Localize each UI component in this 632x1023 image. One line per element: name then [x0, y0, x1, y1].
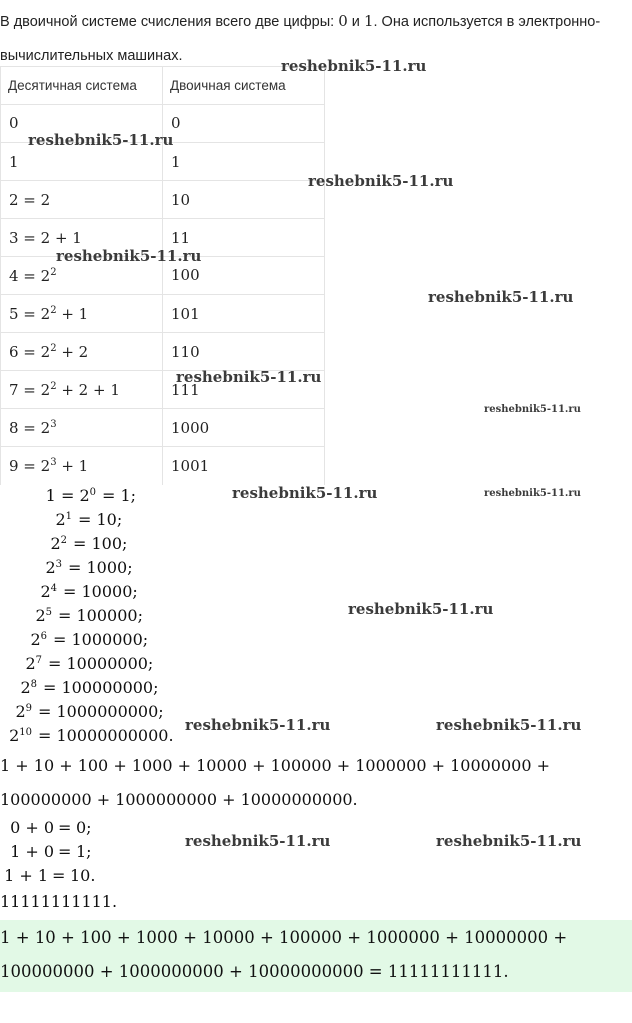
power-lhs: $2^3$ [45, 558, 62, 577]
table-header-row [1, 67, 325, 105]
watermark: reshebnik5-11.ru [484, 488, 581, 499]
intro-digit-1: 1 [363, 12, 374, 30]
header-binary: Двоичная система [163, 67, 325, 105]
answer-box [0, 920, 632, 992]
decimal-base: 6 = 2 [9, 342, 51, 361]
power-rhs: = 100000; [58, 606, 143, 625]
power-rhs: = 10000000; [48, 654, 154, 673]
power-rhs: = 1000; [68, 558, 133, 577]
addition-lhs: 0 + 0 [10, 818, 54, 837]
equals-sign: = [52, 866, 66, 885]
intro-text-1: В двоичной системе счисления всего две цифры: [0, 14, 339, 30]
powers-of-two-list [0, 484, 200, 748]
watermark: reshebnik5-11.ru [28, 131, 174, 149]
decimal-base: 4 = 2 [9, 266, 51, 285]
answer-line-2: 100000000 + 1000000000 + 10000000000 = 11111111111. [0, 962, 509, 981]
intro-digit-0: 0 [338, 12, 348, 30]
addition-rhs: 10. [70, 866, 96, 885]
table-row [1, 333, 325, 371]
binary-cell: 100 [163, 257, 325, 295]
power-row [0, 508, 200, 532]
binary-cell: 1 [163, 143, 325, 181]
addition-rhs: 1; [76, 842, 92, 861]
conversion-table [0, 66, 325, 485]
addition-row [0, 816, 120, 840]
power-lhs: $2^1$ [55, 510, 72, 529]
watermark: reshebnik5-11.ru [308, 172, 454, 190]
binary-cell: 101 [163, 295, 325, 333]
power-lhs: $2^5$ [35, 606, 52, 625]
decimal-base: 5 = 2 [9, 304, 51, 323]
power-row [0, 724, 200, 748]
binary-cell: 1000 [163, 409, 325, 447]
watermark: reshebnik5-11.ru [185, 716, 331, 734]
power-row [0, 628, 200, 652]
power-rhs: = 10000; [63, 582, 138, 601]
intro-text-2: . Она используется в электронно-вычислительных машинах. [0, 14, 601, 64]
addition-rhs: 0; [76, 818, 92, 837]
decimal-tail: + 1 [56, 304, 89, 323]
table-row [1, 181, 325, 219]
decimal-tail: + 2 + 1 [56, 380, 120, 399]
power-rhs: = 1000000000; [38, 702, 164, 721]
decimal-cell [1, 371, 163, 409]
power-lhs: $2^4$ [40, 582, 57, 601]
decimal-cell [1, 295, 163, 333]
watermark: reshebnik5-11.ru [176, 368, 322, 386]
power-rhs: = 1000000; [53, 630, 149, 649]
answer-line-1: 1 + 10 + 100 + 1000 + 10000 + 100000 + 1000000 + 10000000 + [0, 928, 568, 947]
addition-row [0, 864, 120, 888]
watermark: reshebnik5-11.ru [232, 484, 378, 502]
power-lhs: $2^9$ [15, 702, 32, 721]
watermark: reshebnik5-11.ru [348, 600, 494, 618]
decimal-exponent: 2 [50, 304, 57, 316]
table-row [1, 409, 325, 447]
decimal-cell [1, 333, 163, 371]
power-rhs: = 10; [78, 510, 123, 529]
power-rhs: = 100; [73, 534, 128, 553]
table-row [1, 295, 325, 333]
power-lhs: $2^8$ [20, 678, 37, 697]
binary-addition [0, 816, 120, 888]
power-row [0, 580, 200, 604]
watermark: reshebnik5-11.ru [56, 247, 202, 265]
addition-row [0, 840, 120, 864]
header-decimal: Десятичная система [1, 67, 163, 105]
sum-line-2: 100000000 + 1000000000 + 10000000000. [0, 790, 358, 809]
power-rhs: = 1; [102, 486, 137, 505]
decimal-cell: 1 [1, 143, 163, 181]
decimal-cell: 0 [1, 105, 163, 143]
power-lhs: $1 = 2^0$ [45, 486, 96, 505]
addition-lhs: 1 + 0 [10, 842, 54, 861]
watermark: reshebnik5-11.ru [484, 404, 581, 415]
power-row [0, 700, 200, 724]
watermark: reshebnik5-11.ru [436, 832, 582, 850]
binary-cell: 10 [163, 181, 325, 219]
decimal-cell [1, 409, 163, 447]
decimal-base: 8 = 2 [9, 418, 51, 437]
decimal-exponent: 3 [50, 418, 57, 430]
binary-cell: 11 [163, 219, 325, 257]
equals-sign: = [58, 842, 72, 861]
decimal-exponent: 2 [50, 342, 57, 354]
power-row [0, 604, 200, 628]
power-lhs: $2^{10}$ [9, 726, 32, 745]
result-number: 11111111111. [0, 892, 118, 911]
power-lhs: $2^7$ [25, 654, 42, 673]
decimal-exponent: 2 [50, 380, 57, 392]
power-row [0, 652, 200, 676]
watermark: reshebnik5-11.ru [428, 288, 574, 306]
decimal-base: 9 = 2 [9, 456, 51, 475]
decimal-cell [1, 447, 163, 485]
binary-cell: 1001 [163, 447, 325, 485]
binary-cell: 111 [163, 371, 325, 409]
power-row [0, 556, 200, 580]
equals-sign: = [58, 818, 72, 837]
table-row [1, 447, 325, 485]
binary-cell: 110 [163, 333, 325, 371]
decimal-exponent: 2 [50, 266, 57, 278]
watermark: reshebnik5-11.ru [281, 57, 427, 75]
decimal-tail: + 1 [56, 456, 89, 475]
watermark: reshebnik5-11.ru [185, 832, 331, 850]
decimal-base: 7 = 2 [9, 380, 51, 399]
power-rhs: = 100000000; [43, 678, 159, 697]
sum-line-1: 1 + 10 + 100 + 1000 + 10000 + 100000 + 1000000 + 10000000 + [0, 756, 551, 775]
power-rhs: = 10000000000. [38, 726, 174, 745]
power-row [0, 532, 200, 556]
addition-lhs: 1 + 1 [4, 866, 48, 885]
power-row [0, 676, 200, 700]
power-lhs: $2^2$ [50, 534, 67, 553]
decimal-cell: 3 = 2 + 1 [1, 219, 163, 257]
power-lhs: $2^6$ [30, 630, 47, 649]
decimal-exponent: 3 [50, 456, 57, 468]
decimal-tail: + 2 [56, 342, 89, 361]
watermark: reshebnik5-11.ru [436, 716, 582, 734]
intro-and: и [347, 14, 364, 30]
power-row [0, 484, 200, 508]
binary-cell: 0 [163, 105, 325, 143]
decimal-cell: 2 = 2 [1, 181, 163, 219]
